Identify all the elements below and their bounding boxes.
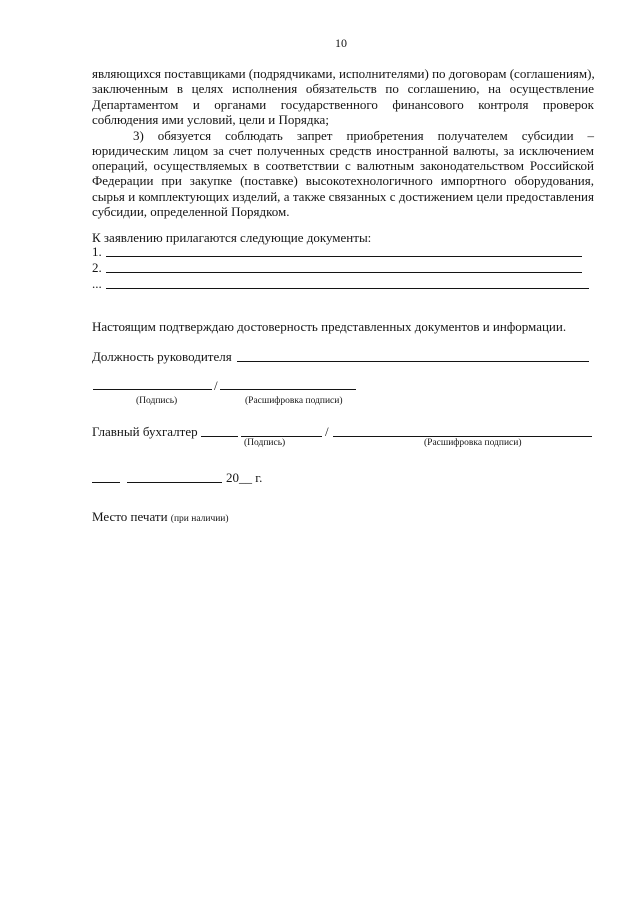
paragraph-line: юридическим лицом за счет полученных средств иностранной валюты, за исключением [92, 142, 594, 158]
page-number: 10 [335, 36, 347, 50]
head-decoding-caption: (Расшифровка подписи) [245, 396, 343, 406]
chief-accountant-decoding-caption: (Расшифровка подписи) [424, 438, 522, 448]
paragraph-line: субсидии, определенной Порядком. [92, 203, 290, 219]
chief-accountant-label: Главный бухгалтер [92, 424, 198, 439]
paragraph-line: являющихся поставщиками (подрядчиками, исполнителями) по договорам (соглашениям), [92, 66, 595, 81]
attachment-marker-2: 2. [92, 260, 102, 275]
head-decoding-blank-line [220, 389, 356, 390]
seal-label: Место печати [92, 509, 168, 524]
paragraph-continuation [92, 66, 594, 127]
date-day-blank-line [92, 482, 120, 483]
paragraph-line: Департаментом и органами государственного финансового контроля проверок [92, 96, 594, 112]
chief-accountant-signature-blank-line [241, 436, 322, 437]
head-position-blank-line [237, 361, 589, 362]
paragraph-line: Федерации при закупке (поставке) высокотехнологичного импортного оборудования, [92, 173, 594, 189]
seal-place [92, 509, 229, 527]
chief-accountant-separator: / [325, 424, 329, 439]
paragraph-line: 3) обязуется соблюдать запрет приобретения получателем субсидии – [133, 127, 594, 143]
chief-accountant-decoding-blank-line [333, 436, 592, 437]
seal-note: (при наличии) [170, 514, 229, 524]
attachment-marker-more: ... [92, 276, 102, 291]
paragraph-line: операций, осуществляемых в соответствии с валютным законодательством Российской [92, 158, 594, 174]
date-year: 20__ г. [226, 470, 263, 485]
chief-accountant-blank-short [201, 436, 238, 437]
paragraph-line: заключенным в целях исполнения обязательств по соглашению, на осуществление [92, 81, 594, 97]
date-month-blank-line [127, 482, 222, 483]
chief-accountant-signature-caption: (Подпись) [244, 438, 286, 448]
head-signature-caption: (Подпись) [136, 396, 178, 406]
attachments-heading: К заявлению прилагаются следующие документы: [92, 230, 372, 245]
head-signature-separator: / [214, 378, 218, 393]
head-signature-blank-line [93, 389, 212, 390]
confirmation-statement: Настоящим подтверждаю достоверность представленных документов и информации. [92, 319, 567, 334]
attachment-2-blank-line [106, 272, 582, 273]
head-position-label: Должность руководителя [92, 349, 232, 364]
paragraph-item-3 [92, 128, 594, 220]
attachment-marker-1: 1. [92, 244, 102, 259]
attachment-more-blank-line [106, 288, 589, 289]
paragraph-line: сырья и комплектующих изделий, а также связанных с достижением цели предоставления [92, 188, 594, 204]
attachment-1-blank-line [106, 256, 582, 257]
paragraph-line: соблюдения ими условий, цели и Порядка; [92, 111, 329, 127]
